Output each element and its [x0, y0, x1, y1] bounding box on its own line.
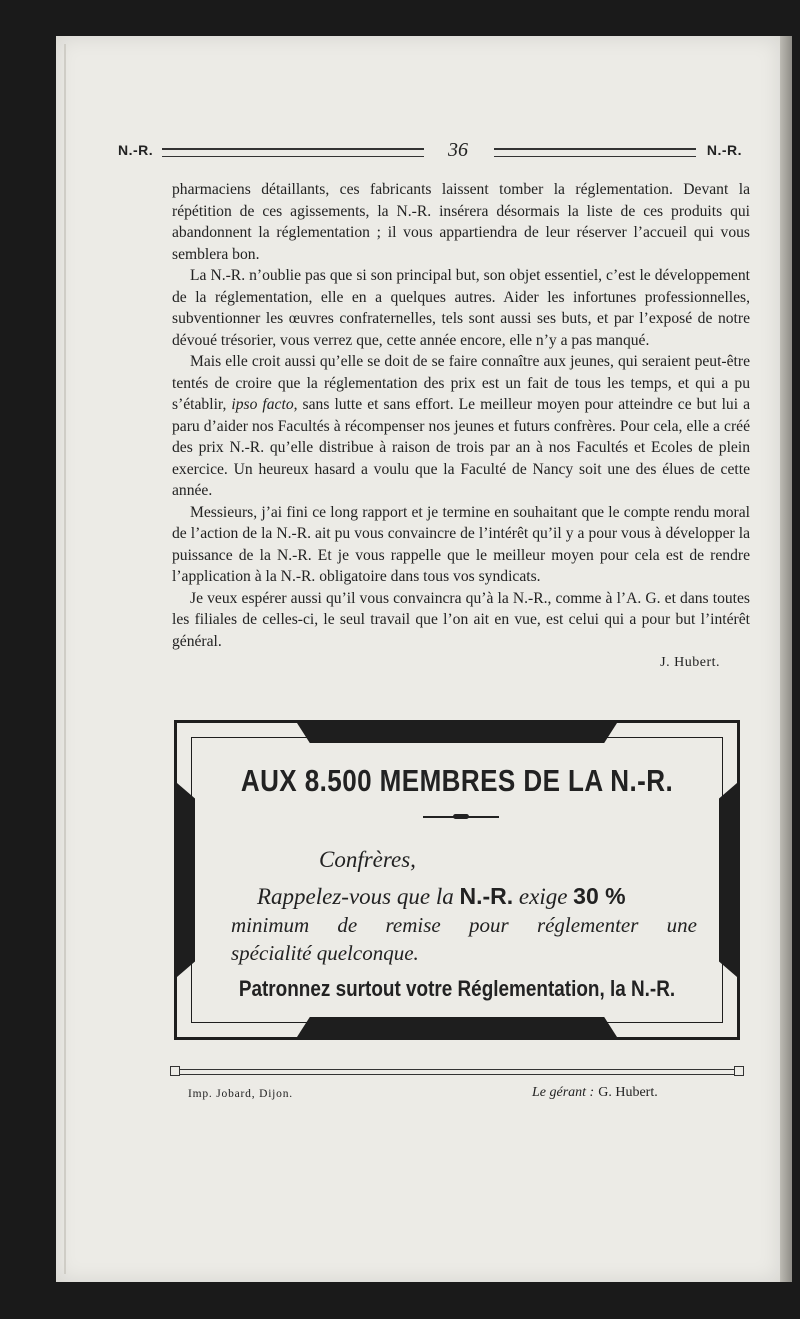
ad-patron: Patronnez surtout votre Réglementation, la N.-R. [238, 976, 676, 1001]
printer-credit: Imp. Jobard, Dijon. [188, 1088, 293, 1100]
gerant-credit: Le gérant : G. Hubert. [532, 1085, 658, 1100]
ipso-facto: ipso facto [231, 396, 294, 413]
signature: J. Hubert. [660, 655, 720, 670]
footer-square-left [170, 1066, 180, 1076]
footer-rule [174, 1069, 740, 1075]
ad-line-3: spécialité quelconque. [231, 941, 419, 965]
header-right: N.-R. [706, 142, 742, 158]
paragraph-5: Je veux espérer aussi qu’il vous convaincra qu’à la N.-R., comme à l’A. G. et dans toutes les filiales de celles-ci, le seul travail que l’on ait en vue, est celui qui a pour but l’intérêt général. [172, 589, 750, 650]
ad-right-band [719, 783, 737, 977]
paragraph-2: La N.-R. n’oublie pas que si son principal but, son objet essentiel, c’est le développement de la réglementation, elle en a quelques autres. Aider les infortunes professionnelles, subventionner les œuvres confraternelles, tels sont aussi ses buts, et par l’exposé de notre dévoué trésorier, vous verrez que, cette année encore, elle n’y a pas manqué. [172, 267, 750, 349]
ad-greeting: Confrères, [319, 847, 416, 872]
paragraph-3: Mais elle croit aussi qu’elle se doit de se faire connaître aux jeunes, qui seraient peut-être tentés de croire que la réglementation des prix est un fait de tous les temps, et qui a pu s’établir, ipso facto, sans lutte et sans effort. Le meilleur moyen pour atteindre ce but lui a paru d’aider nos Facultés à récompenser nos jeunes et futurs confrères. Pour cela, elle a créé des prix N.-R. qu’elle distribue à raison de trois par an à nos Facultés et Ecoles de plein exercice. Un heureux hasard a voulu que la Faculté de Nancy soit une des élues de cette année. [172, 353, 751, 499]
page-edge [780, 36, 792, 1282]
advertisement-box [174, 720, 740, 1040]
paragraph-1: pharmaciens détaillants, ces fabricants laissent tomber la réglementation. Devant la répétition de ces agissements, la N.-R. insérera désormais la liste de ces produits qui abandonnent la réglementation ; il vous appartiendra de leur réserver l’accueil qui vous semblera bon. [172, 181, 750, 263]
ad-title: AUX 8.500 MEMBRES DE LA N.-R. [240, 763, 674, 798]
ad-ornament [423, 816, 499, 818]
paragraph-4: Messieurs, j’ai fini ce long rapport et je termine en souhaitant que le compte rendu moral de l’action de la N.-R. ait pu vous convaincre de l’intérêt qu’il y a pour vous à développer la puissance de la N.-R. Et je vous rappelle que le meilleur moyen pour cela est de rendre l’application à la N.-R. obligatoire dans tous vos syndicats. [172, 503, 750, 585]
ad-bottom-band [297, 1017, 617, 1037]
header-rule-right [494, 148, 696, 157]
header-rule-left [162, 148, 424, 157]
footer-square-right [734, 1066, 744, 1076]
header-left: N.-R. [118, 142, 154, 158]
ad-line-2: minimum de remise pour réglementer une [231, 913, 697, 937]
ad-left-band [177, 783, 195, 977]
running-header [118, 139, 742, 162]
ad-line-1: Rappelez-vous que la N.-R. exige 30 % [257, 883, 626, 909]
body-text [172, 179, 750, 674]
ad-top-band [297, 723, 617, 743]
page-number: 36 [448, 139, 468, 161]
